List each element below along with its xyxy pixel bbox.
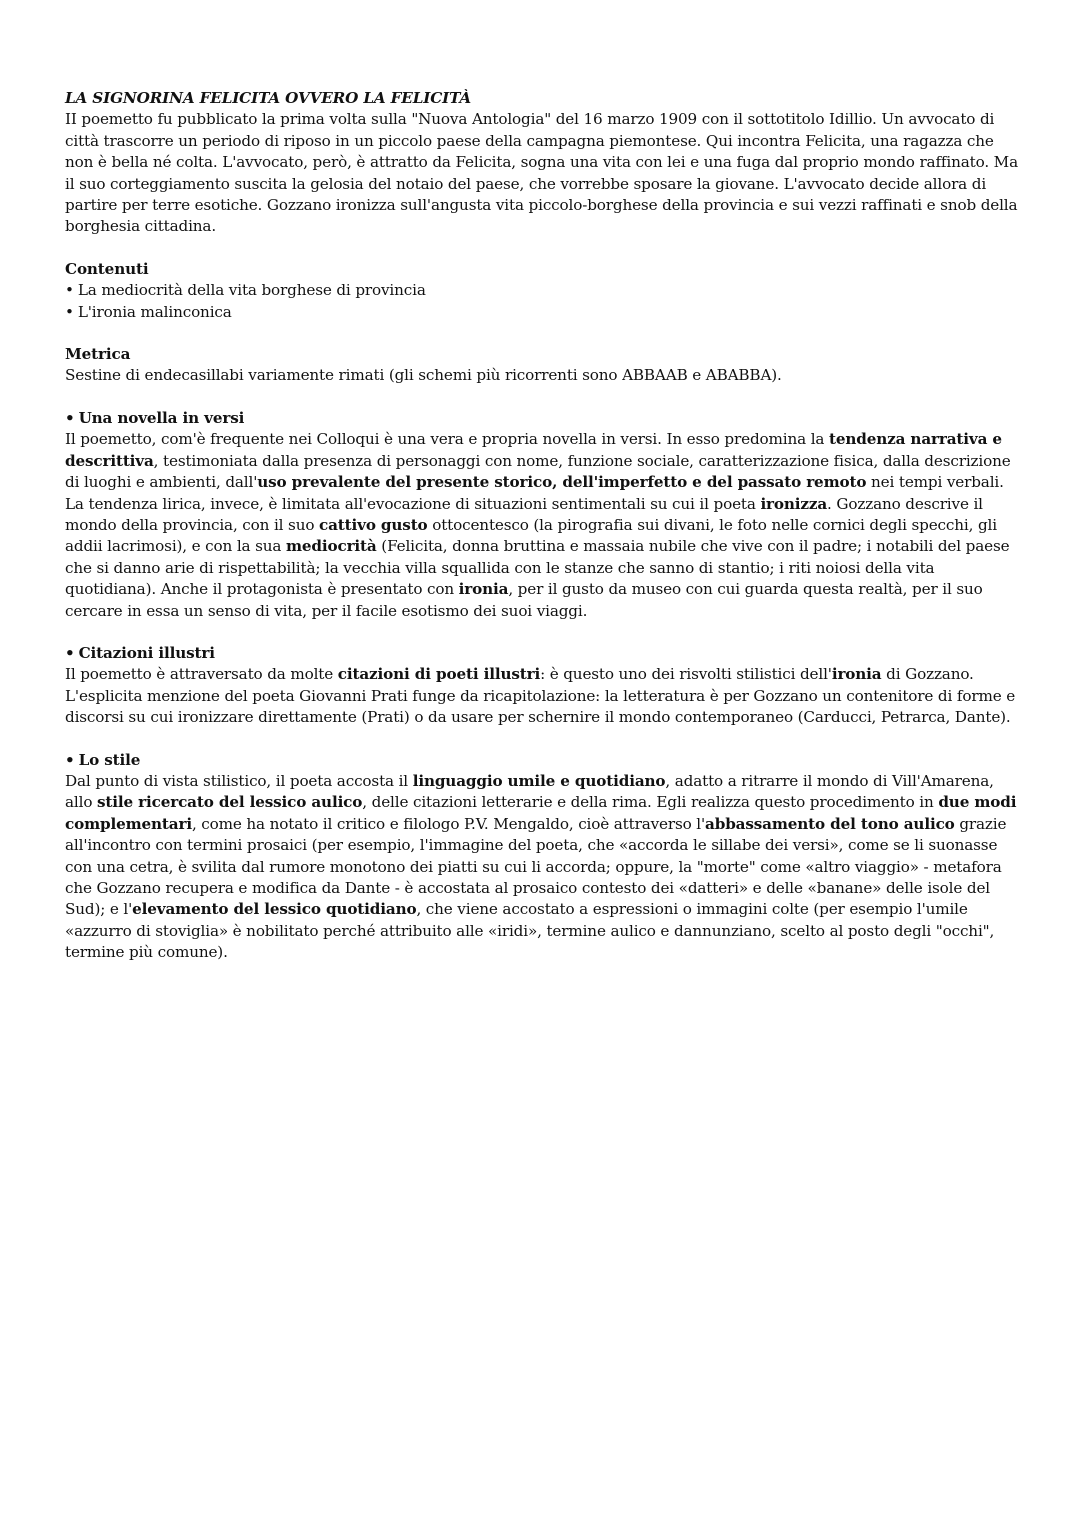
- novella-paragraph: [65, 429, 1025, 622]
- text-run: Il poemetto, com'è frequente nei Colloqui è una vera e propria novella in versi. In esso predomina la: [65, 430, 829, 449]
- intro-paragraph: [65, 109, 1025, 237]
- document-title: LA SIGNORINA FELICITA OVVERO LA FELICITÀ: [65, 89, 472, 107]
- metrica-section: [65, 344, 1025, 387]
- text-run: , che viene accostato a espressioni o immagini colte (per esempio l'umile «azzurro di stoviglia» è nobilitato perché attribuito alle «iridi», termine aulico e dannunziano, scelto al posto degli "occhi", termine più comune).: [65, 900, 995, 962]
- citazioni-paragraph: [65, 664, 1025, 728]
- text-run: Dal punto di vista stilistico, il poeta accosta il: [65, 771, 413, 790]
- bold-text: linguaggio umile e quotidiano: [412, 771, 666, 790]
- bold-text: due modi complementari: [65, 793, 1017, 833]
- text-run: , come ha notato il critico e filologo P.V. Mengaldo, cioè attraverso l': [191, 814, 706, 833]
- contenuti-section: [65, 259, 1025, 323]
- text-run: , testimoniata dalla presenza di personaggi con nome, funzione sociale, caratterizzazione fisica, dalla descrizione di luoghi e ambienti, dall': [65, 451, 1011, 492]
- text-run: , per il gusto da museo con cui guarda questa realtà, per il suo cercare in essa un senso di vita, per il facile esotismo dei suoi viaggi.: [65, 580, 983, 620]
- document-page: [65, 88, 1025, 964]
- text-run: grazie all'incontro con termini prosaici (per esempio, l'immagine del poeta, che «accorda le sillabe dei versi», come se li suonasse con una cetra, è svilita dal rumore monotono dei piatti su cui li accorda; oppure, la "morte" come «altro viaggio» - metafora che Gozzano recupera e modifica da Dante - è accostata al prosaico contesto dei «datteri» e delle «banane» delle isole del Sud); e l': [65, 814, 1007, 919]
- stile-section: [65, 750, 1025, 964]
- bullet-icon: •: [65, 643, 75, 662]
- text-run: ottocentesco (la pirografia sui divani, le foto nelle cornici degli specchi, gli addii lacrimosi), e con la sua: [65, 515, 997, 556]
- novella-section: [65, 408, 1025, 622]
- bold-text: citazioni di poeti illustri: [337, 665, 541, 684]
- bold-text: stile ricercato del lessico aulico: [97, 793, 363, 812]
- citazioni-section: [65, 643, 1025, 729]
- text-run: II poemetto fu pubblicato la prima volta sulla "Nuova Antologia" del 16 marzo 1909 con il sottotitolo Idillio. Un avvocato di città trascorre un periodo di riposo in un piccolo paese della campagna piemontese. Qui incontra Felicita, una ragazza che non è bella né colta. L'avvocato, però, è attratto da Felicita, sogna una vita con lei e una fuga dal proprio mondo raffinato. Ma il suo corteggiamento suscita la gelosia del notaio del paese, che vorrebbe sposare la giovane. L'avvocato decide allora di partire per terre esotiche. Gozzano ironizza sull'angusta vita piccolo-borghese della provincia e sui vezzi raffinati e snob della borghesia cittadina.: [65, 110, 1018, 236]
- metrica-heading: Metrica: [65, 345, 131, 364]
- text-run: , delle citazioni letterarie e della rima. Egli realizza questo procedimento in: [362, 793, 939, 812]
- bold-text: ironizza: [760, 494, 828, 513]
- metrica-paragraph: Sestine di endecasillabi variamente rimati (gli schemi più ricorrenti sono ABBAAB e ABABBA).: [65, 366, 782, 385]
- bold-text: ironia: [458, 580, 509, 599]
- text-run: , adatto a ritrarre il mondo di Vill'Amarena, allo: [65, 771, 994, 812]
- bullet-icon: •: [65, 302, 74, 321]
- bold-text: elevamento del lessico quotidiano: [132, 900, 417, 919]
- text-run: (Felicita, donna bruttina e massaia nubile che vive con il padre; i notabili del paese che si danno arie di rispettabilità; la vecchia villa squallida con le stanze che sanno di stantio; i riti noiosi della vita quotidiana). Anche il protagonista è presentato con: [65, 537, 1010, 599]
- contenuti-list: [65, 280, 1025, 323]
- list-item: • La mediocrità della vita borghese di provincia: [65, 281, 426, 300]
- bold-text: abbassamento del tono aulico: [705, 814, 955, 833]
- bold-text: cattivo gusto: [319, 515, 428, 534]
- citazioni-heading: • Citazioni illustri: [65, 643, 215, 662]
- text-run: Il poemetto è attraversato da molte: [65, 665, 338, 684]
- text-run: : è questo uno dei risvolti stilistici dell': [540, 665, 832, 684]
- contenuti-heading: Contenuti: [65, 259, 149, 278]
- bullet-icon: •: [65, 408, 75, 427]
- bullet-icon: •: [65, 750, 75, 769]
- bold-text: tendenza narrativa e descrittiva: [65, 430, 1002, 470]
- bullet-icon: •: [65, 281, 74, 300]
- stile-paragraph: [65, 771, 1025, 964]
- bold-text: uso prevalente del presente storico, dell'imperfetto e del passato remoto: [257, 473, 867, 492]
- text-run: . Gozzano descrive il mondo della provincia, con il suo: [65, 494, 983, 534]
- list-item: • L'ironia malinconica: [65, 302, 232, 321]
- text-run: nei tempi verbali. La tendenza lirica, invece, è limitata all'evocazione di situazioni sentimentali su cui il poeta: [65, 473, 1004, 513]
- stile-heading: • Lo stile: [65, 750, 141, 769]
- text-run: di Gozzano. L'esplicita menzione del poeta Giovanni Prati funge da ricapitolazione: la letteratura è per Gozzano un contenitore di forme e discorsi su cui ironizzare direttamente (Prati) o da usare per schernire il mondo contemporaneo (Carducci, Petrarca, Dante).: [65, 665, 1016, 727]
- novella-heading: • Una novella in versi: [65, 408, 245, 427]
- bold-text: ironia: [831, 665, 882, 684]
- bold-text: mediocrità: [285, 537, 377, 556]
